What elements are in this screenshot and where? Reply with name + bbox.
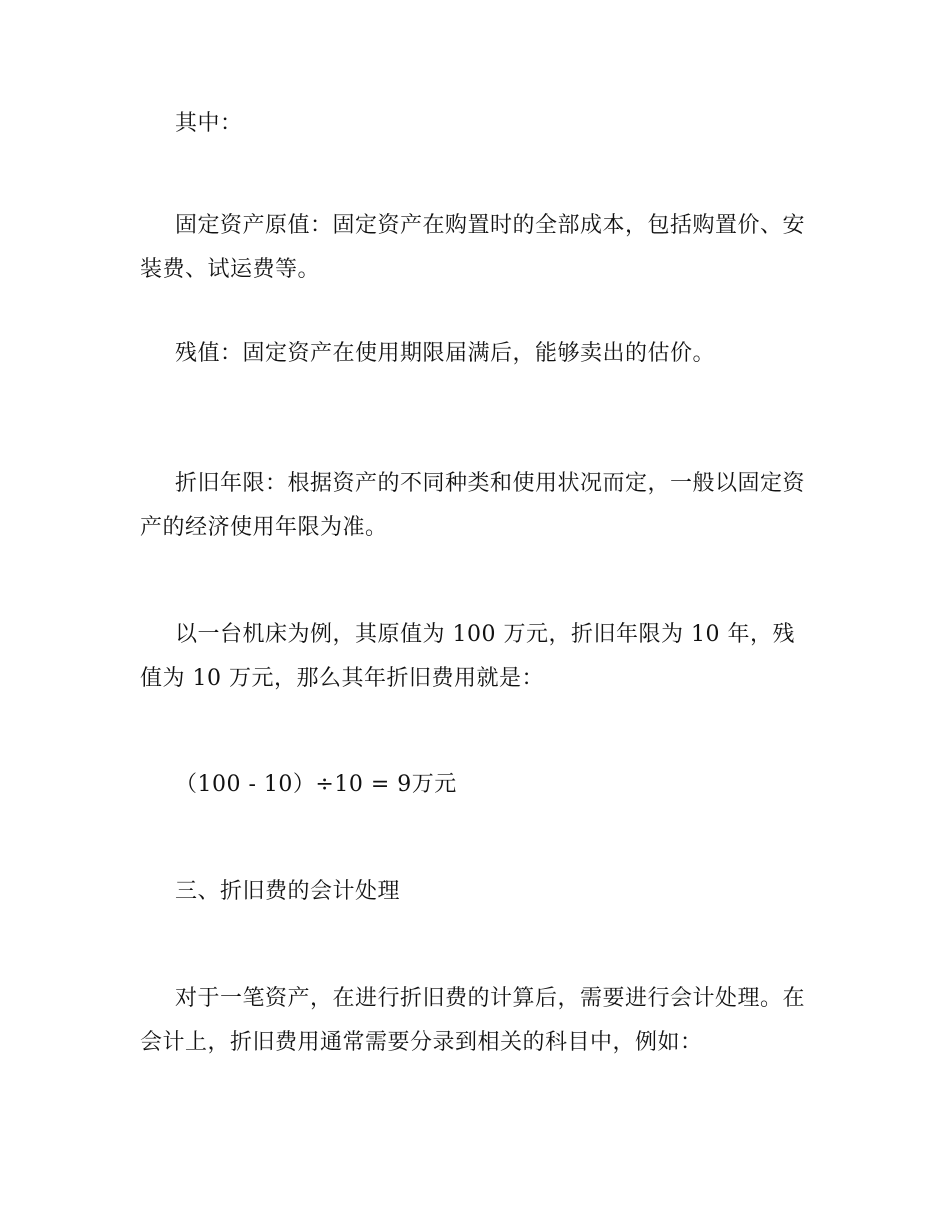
- paragraph-residual-value-definition: 残值：固定资产在使用期限届满后，能够卖出的估价。: [175, 341, 716, 366]
- section-heading: 三、折旧费的会计处理: [175, 879, 401, 904]
- paragraph-example: 以一台机床为例，其原值为 100 万元，折旧年限为 10 年，残值为 10 万元，那么其年折旧费用就是：: [140, 622, 795, 691]
- paragraph-accounting: 对于一笔资产，在进行折旧费的计算后，需要进行会计处理。在会计上，折旧费用通常需要分录到相关的科目中，例如：: [140, 986, 806, 1055]
- paragraph-intro: 其中：: [175, 111, 243, 136]
- paragraph-formula: （100 - 10）÷10 = 9万元: [175, 772, 457, 797]
- paragraph-depreciation-period-definition: 折旧年限：根据资产的不同种类和使用状况而定，一般以固定资产的经济使用年限为准。: [140, 471, 806, 540]
- paragraph-original-value-definition: 固定资产原值：固定资产在购置时的全部成本，包括购置价、安装费、试运费等。: [140, 213, 806, 282]
